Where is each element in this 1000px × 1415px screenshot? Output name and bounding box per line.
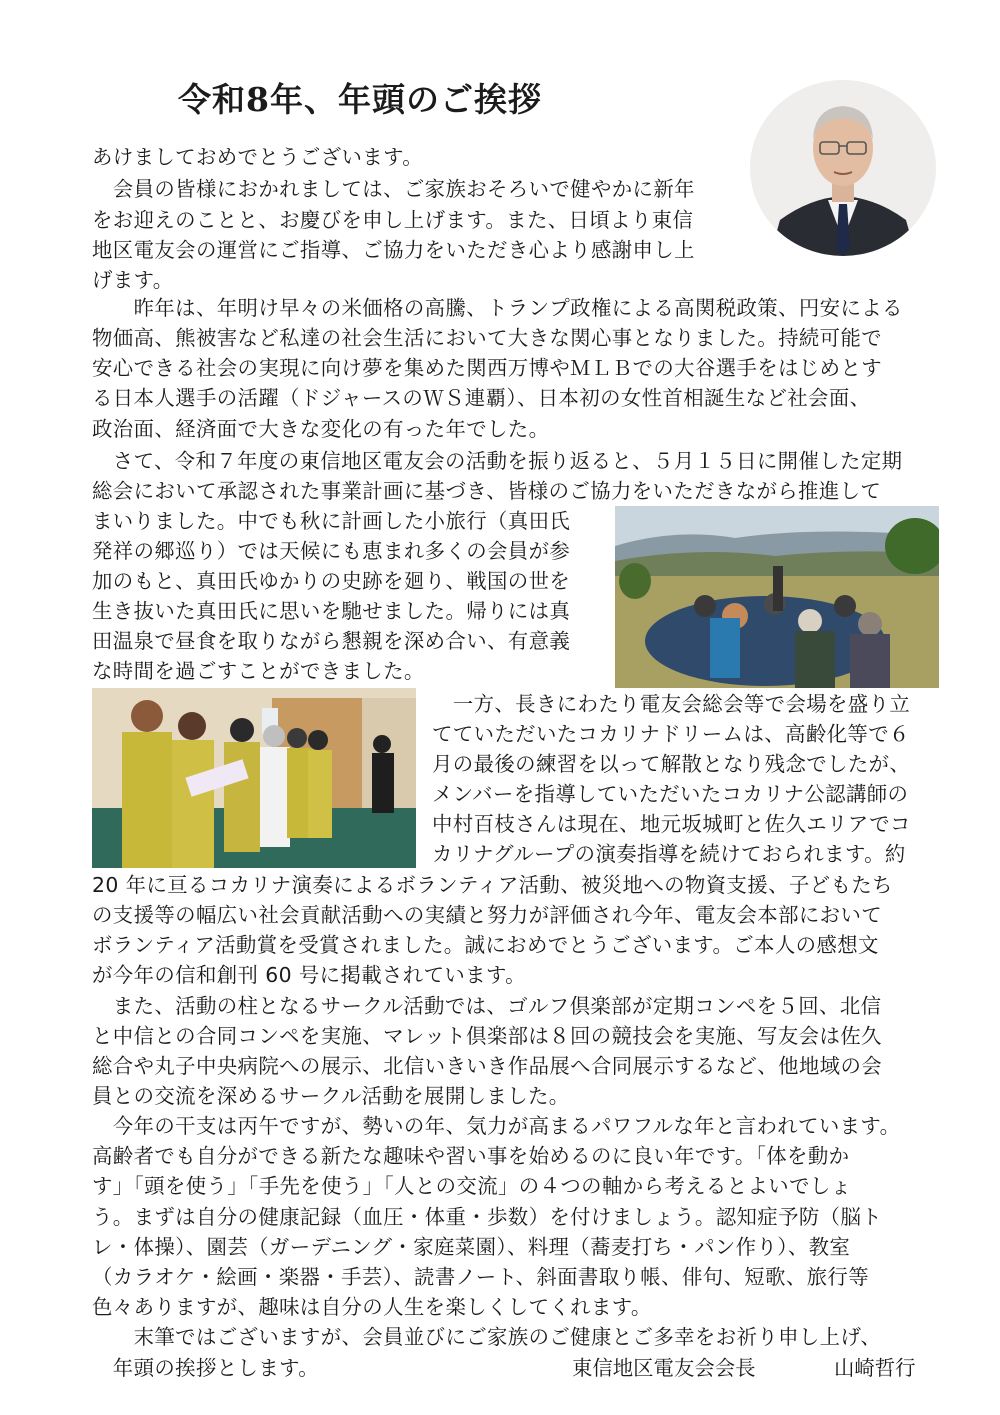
text-line: レ・体操）、園芸（ガーデニング・家庭菜園）、料理（蕎麦打ち・パン作り）、教室 — [92, 1235, 851, 1259]
text-line: てていただいたコカリナドリームは、高齢化等で６ — [432, 722, 910, 746]
text-line: まいりました。中でも秋に計画した小旅行（真田氏 — [92, 509, 571, 533]
text-line: 昨年は、年明け早々の米価格の高騰、トランプ政権による高関税政策、円安による — [92, 296, 903, 320]
text-line: 安心できる社会の実現に向け夢を集めた関西万博やＭＬＢでの大谷選手をはじめとす — [92, 356, 883, 380]
text-line: 総合や丸子中央病院への展示、北信いきいき作品展へ合同展示するなど、他地域の会 — [92, 1054, 883, 1078]
text-line: 会員の皆様におかれましては、ご家族おそろいで健やかに新年 — [92, 177, 695, 201]
text-line: の支援等の幅広い社会貢献活動への実績と努力が評価され今年、電友会本部において — [92, 903, 883, 927]
text-line: 中村百枝さんは現在、地元坂城町と佐久エリアでコ — [432, 812, 911, 836]
text-line: 生き抜いた真田氏に思いを馳せました。帰りには真 — [92, 599, 571, 623]
text-line: と中信との合同コンペを実施、マレット倶楽部は８回の競技会を実施、写友会は佐久 — [92, 1024, 882, 1048]
text-line: 物価高、熊被害など私達の社会生活において大きな関心事となりました。持続可能で — [92, 326, 883, 350]
text-line: 加のもと、真田氏ゆかりの史跡を廻り、戦国の世を — [92, 569, 571, 593]
text-line: げます。 — [92, 268, 174, 292]
text-line: 総会において承認された事業計画に基づき、皆様のご協力をいただきながら推進して — [92, 479, 882, 503]
author-portrait-photo — [750, 80, 936, 256]
text-line: 末筆ではございますが、会員並びにご家族のご健康とご多幸をお祈り申し上げ、 — [92, 1325, 882, 1349]
text-line: 色々ありますが、趣味は自分の人生を楽しくしてくれます。 — [92, 1295, 652, 1319]
text-line: な時間を過ごすことができました。 — [92, 659, 425, 683]
text-line: さて、令和７年度の東信地区電友会の活動を振り返ると、５月１５日に開催した定期 — [92, 449, 903, 473]
text-line: 員との交流を深めるサークル活動を展開しました。 — [92, 1084, 570, 1108]
text-line: 田温泉で昼食を取りながら懇親を深め合い、有意義 — [92, 629, 571, 653]
text-line: す」「頭を使う」「手先を使う」「人との交流」の４つの軸から考えるとよいでしょ — [92, 1174, 852, 1198]
tour-group-photo — [615, 506, 939, 688]
text-line: また、活動の柱となるサークル活動では、ゴルフ倶楽部が定期コンペを５回、北信 — [92, 994, 882, 1018]
page-title: 令和8年、年頭のご挨拶 — [178, 80, 542, 119]
text-line: 政治面、経済面で大きな変化の有った年でした。 — [92, 417, 550, 441]
text-line: をお迎えのことと、お慶びを申し上げます。また、日頃より東信 — [92, 208, 694, 232]
kokarina-performance-photo — [92, 688, 416, 868]
text-line: 発祥の郷巡り）では天候にも恵まれ多くの会員が参 — [92, 539, 571, 563]
text-line: 年頭の挨拶とします。 — [92, 1356, 320, 1380]
signature-organization: 東信地区電友会会長 — [572, 1356, 756, 1380]
text-line: 一方、長きにわたり電友会総会等で会場を盛り立 — [432, 692, 911, 716]
text-line: あけましておめでとうございます。 — [92, 145, 424, 169]
text-line: 月の最後の練習を以って解散となり残念でしたが、 — [432, 752, 911, 776]
text-line: が今年の信和創刊 60 号に掲載されています。 — [92, 963, 526, 987]
signature-name: 山崎哲行 — [834, 1356, 916, 1380]
text-line: 20 年に亘るコカリナ演奏によるボランティア活動、被災地への物資支援、子どもたち — [92, 873, 893, 897]
text-line: メンバーを指導していただいたコカリナ公認講師の — [432, 782, 909, 806]
text-line: 高齢者でも自分ができる新たな趣味や習い事を始めるのに良い年です。「体を動か — [92, 1144, 850, 1168]
text-line: る日本人選手の活躍（ドジャースのＷＳ連覇）、日本初の女性首相誕生など社会面、 — [92, 386, 871, 410]
text-line: う。まずは自分の健康記録（血圧・体重・歩数）を付けましょう。認知症予防（脳ト — [92, 1205, 883, 1229]
text-line: 地区電友会の運営にご指導、ご協力をいただき心より感謝申し上 — [92, 238, 695, 262]
text-line: ボランティア活動賞を受賞されました。誠におめでとうございます。ご本人の感想文 — [92, 933, 879, 957]
text-line: （カラオケ・絵画・楽器・手芸）、読書ノート、斜面書取り帳、俳句、短歌、旅行等 — [92, 1265, 869, 1289]
text-line: 今年の干支は丙午ですが、勢いの年、気力が高まるパワフルな年と言われています。 — [92, 1114, 901, 1138]
text-line: カリナグループの演奏指導を続けておられます。約 — [432, 842, 906, 866]
